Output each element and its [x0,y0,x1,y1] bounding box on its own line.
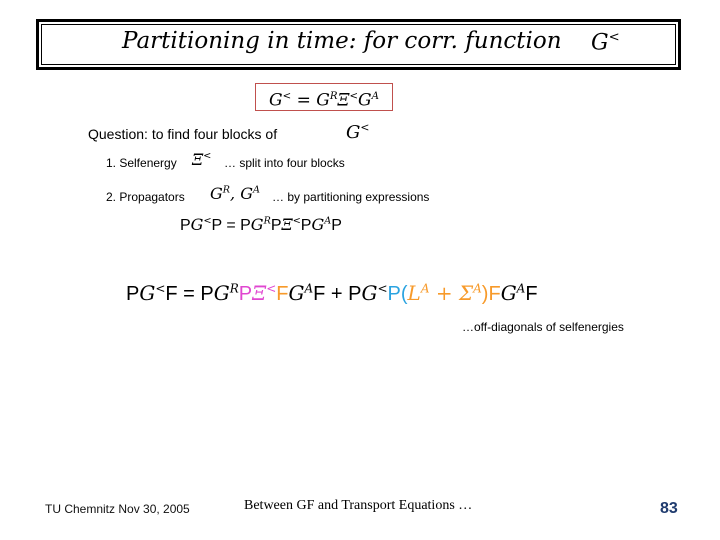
page-number: 83 [660,500,678,517]
question-math: G< [346,121,370,143]
item-propagators-math: $G^R$, $G^A$ [210,184,260,203]
item-selfenergy-math: Ξ< [192,150,212,169]
equation-pp-block: $PG^<P = PG^RP\Xi^<PG^AP$ [180,215,342,234]
slide-title: Partitioning in time: for corr. function [122,28,562,54]
item-selfenergy-note: … split into four blocks [224,156,345,170]
question-text: Question: to find four blocks of [88,126,278,142]
item-selfenergy-label: 1. Selfenergy [106,156,177,170]
footer-date: TU Chemnitz Nov 30, 2005 [45,502,190,516]
item-propagators-label: 2. Propagators [106,190,185,204]
footer-talk-title: Between GF and Transport Equations … [244,498,473,513]
item-propagators-note: … by partitioning expressions [272,190,430,204]
title-math-g-lesser: G< [591,30,620,56]
offdiagonal-note: …off-diagonals of selfenergies [462,320,624,334]
equation-pf-block: $PG^<F = PG^RP\Xi^<FG^AF + PG^<P(L^A + \Sigma^A)FG^AF$ [126,281,538,305]
key-equation: $G^< = G^R\Xi^<G^A$ [255,83,393,111]
